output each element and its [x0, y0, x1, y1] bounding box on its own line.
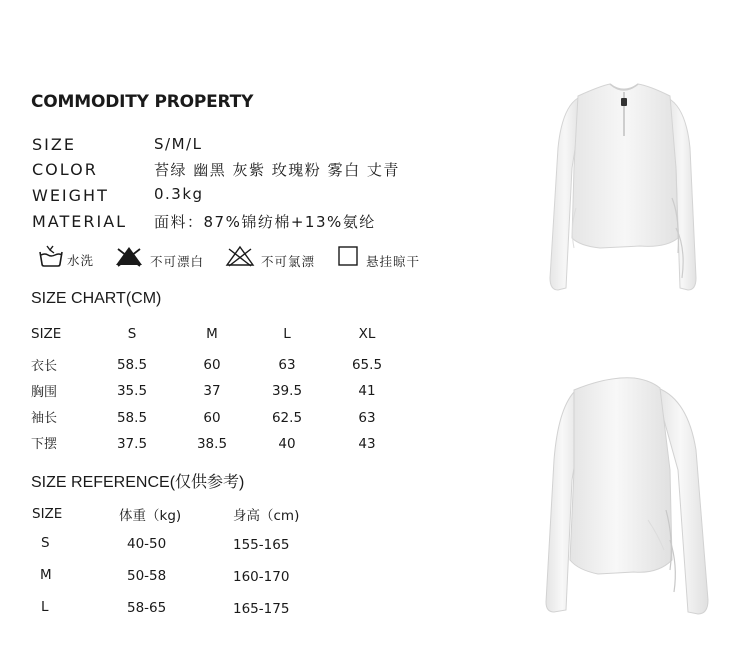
size-reference-size: M: [40, 567, 52, 583]
size-chart-cell: 63: [278, 357, 296, 373]
wash-label: 水洗: [67, 253, 95, 268]
no-bleach-label: 不可漂白: [150, 254, 205, 269]
no-chlorine-icon: [225, 245, 255, 267]
size-reference-header-weight: 体重（kg): [119, 508, 182, 524]
size-reference-weight: 50-58: [127, 568, 167, 584]
size-chart-row-label: 衣长: [31, 359, 58, 374]
material-value: 面料：87%锦纺棉+13%氨纶: [154, 213, 376, 231]
size-chart-cell: 38.5: [196, 436, 228, 452]
color-label: COLOR: [32, 160, 98, 179]
size-chart-row-label: 袖长: [31, 411, 58, 426]
size-reference-height: 160-170: [233, 569, 290, 585]
size-reference-header-size: SIZE: [32, 506, 63, 522]
size-chart-cell: 35.5: [116, 383, 148, 399]
size-chart-header-l: L: [283, 326, 291, 342]
size-chart-cell: 62.5: [271, 410, 303, 426]
size-reference-title: SIZE REFERENCE(仅供参考): [31, 474, 245, 491]
size-reference-weight: 58-65: [127, 600, 167, 616]
no-bleach-icon: [114, 245, 144, 267]
size-chart-cell: 37: [203, 383, 221, 399]
size-chart-header-size: SIZE: [31, 326, 62, 342]
size-chart-cell: 65.5: [351, 357, 383, 373]
wash-icon: [38, 244, 64, 268]
no-chlorine-label: 不可氯漂: [261, 254, 316, 269]
size-chart-cell: 40: [278, 436, 296, 452]
size-chart-cell: 39.5: [271, 383, 303, 399]
size-chart-header-s: S: [127, 326, 137, 342]
commodity-property-title: COMMODITY PROPERTY: [31, 92, 254, 112]
size-chart-cell: 60: [203, 357, 221, 373]
size-reference-height: 155-165: [233, 537, 290, 553]
size-chart-cell: 43: [358, 436, 376, 452]
size-chart-row-label: 胸围: [31, 385, 58, 400]
product-photo-side: [538, 370, 718, 618]
size-chart-row-label: 下摆: [31, 437, 58, 452]
size-chart-title: SIZE CHART(CM): [31, 290, 162, 307]
size-chart-cell: 41: [358, 383, 376, 399]
size-chart-cell: 37.5: [116, 436, 148, 452]
color-value: 苔绿 幽黑 灰紫 玫瑰粉 雾白 丈青: [154, 161, 400, 179]
size-reference-weight: 40-50: [127, 536, 167, 552]
hang-dry-label: 悬挂晾干: [366, 254, 421, 269]
size-reference-header-height: 身高（cm): [233, 508, 300, 524]
size-chart-cell: 63: [358, 410, 376, 426]
size-reference-size: L: [41, 599, 49, 615]
size-reference-height: 165-175: [233, 601, 290, 617]
hang-dry-icon: [338, 246, 358, 266]
size-chart-cell: 58.5: [116, 410, 148, 426]
size-chart-header-m: M: [206, 326, 218, 342]
weight-value: 0.3kg: [154, 185, 204, 203]
size-chart-cell: 58.5: [116, 357, 148, 373]
product-photo-front: [540, 78, 710, 298]
weight-label: WEIGHT: [32, 186, 109, 205]
size-label: SIZE: [32, 135, 76, 154]
size-chart-cell: 60: [203, 410, 221, 426]
size-value: S/M/L: [154, 135, 203, 153]
material-label: MATERIAL: [32, 212, 128, 231]
size-reference-size: S: [41, 535, 50, 551]
size-chart-header-xl: XL: [358, 326, 376, 342]
